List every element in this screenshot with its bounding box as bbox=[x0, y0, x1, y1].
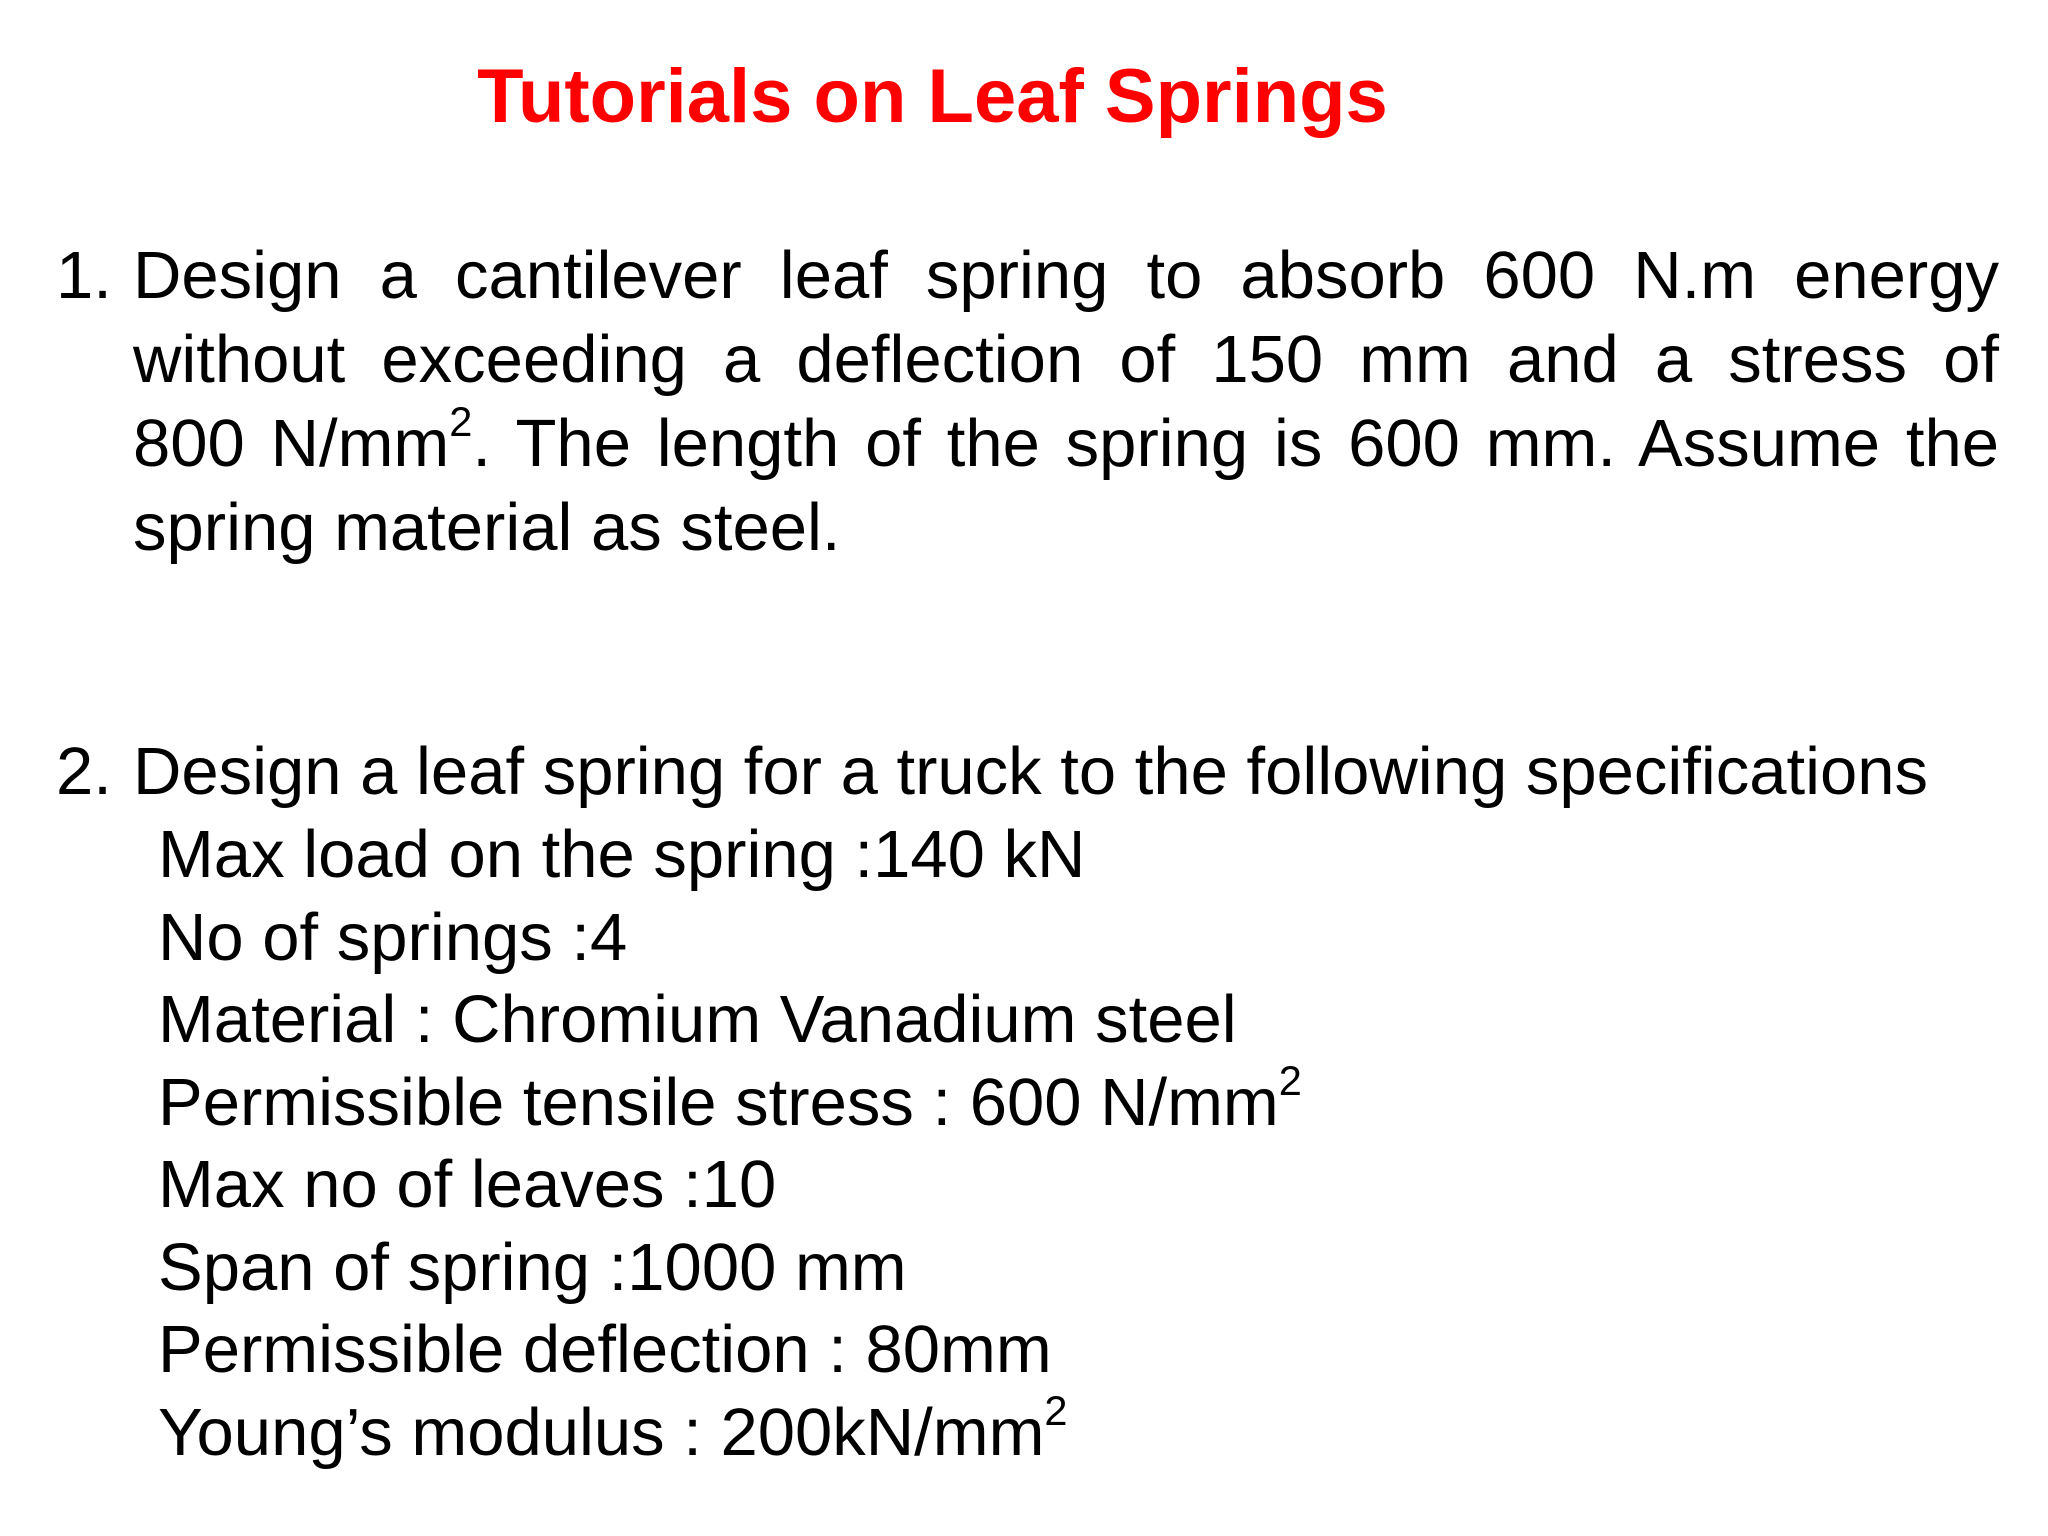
question-2-heading: Design a leaf spring for a truck to the following specifications bbox=[133, 734, 1929, 809]
spec-permissible-deflection bbox=[158, 1309, 1302, 1392]
spec-text: Material : Chromium Vanadium steel bbox=[158, 982, 1237, 1057]
spec-text: Span of spring :1000 mm bbox=[158, 1229, 907, 1305]
slide-title: Tutorials on Leaf Springs bbox=[477, 54, 1388, 139]
question-2-number: 2. bbox=[56, 734, 112, 809]
superscript: 2 bbox=[1278, 1056, 1302, 1104]
superscript: 2 bbox=[1044, 1386, 1068, 1434]
spec-text: Permissible deflection : 80mm bbox=[158, 1312, 1052, 1387]
spec-max-no-of-leaves bbox=[158, 1144, 1302, 1227]
question-1-line-1: Design a cantilever leaf spring to absorb 600 N.m energy bbox=[133, 238, 1999, 313]
spec-max-load bbox=[158, 814, 1302, 897]
spec-text: Young’s modulus : 200kN/mm bbox=[158, 1394, 1045, 1470]
spec-span-of-spring bbox=[158, 1227, 1302, 1310]
spec-text: Max load on the spring :140 kN bbox=[158, 817, 1086, 892]
spec-youngs-modulus bbox=[158, 1386, 1302, 1475]
spec-text: No of springs :4 bbox=[158, 899, 628, 975]
spec-text: Max no of leaves :10 bbox=[158, 1147, 777, 1222]
question-1-line-3-end: . The length of the spring is 600 mm. Assume the bbox=[472, 406, 1999, 481]
specification-list bbox=[158, 814, 1302, 1474]
question-1-line-3-start: 800 N/mm bbox=[133, 406, 450, 481]
spec-permissible-tensile-stress bbox=[158, 1056, 1302, 1145]
question-1-line-2: without exceeding a deflection of 150 mm and a stress of bbox=[133, 322, 1999, 397]
question-1-line-3 bbox=[133, 398, 1999, 486]
superscript: 2 bbox=[449, 398, 473, 446]
spec-material bbox=[158, 979, 1302, 1062]
question-1-line-4: spring material as steel. bbox=[133, 490, 841, 565]
question-1-number: 1. bbox=[56, 238, 112, 313]
spec-text: Permissible tensile stress : 600 N/mm bbox=[158, 1064, 1279, 1140]
spec-no-of-springs bbox=[158, 897, 1302, 980]
question-1-text bbox=[133, 234, 1999, 570]
